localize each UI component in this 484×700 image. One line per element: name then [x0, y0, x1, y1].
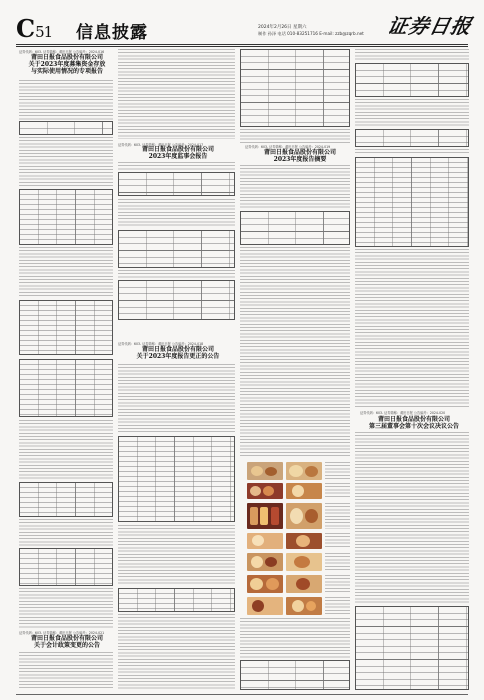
product-photo	[286, 483, 322, 499]
data-table	[19, 548, 113, 586]
body-text	[325, 553, 350, 571]
body-text	[240, 618, 350, 658]
product-photo	[247, 503, 283, 529]
product-photo	[286, 503, 322, 529]
body-text	[325, 503, 350, 529]
notice-code: 证券代码：603- 证券简称：莆田日报 公告编号：2024-016	[19, 50, 105, 54]
product-photo	[247, 533, 283, 549]
body-text	[355, 49, 469, 61]
body-text	[355, 249, 469, 409]
body-text	[355, 99, 469, 127]
page-code	[16, 14, 52, 43]
masthead	[0, 0, 484, 46]
body-text	[325, 483, 350, 499]
body-text	[325, 533, 350, 549]
body-text	[325, 575, 350, 593]
body-text	[118, 270, 235, 278]
notice-title: 莆田日报食品股份有限公司 关于会计政策变更的公告	[30, 635, 103, 650]
product-photo	[286, 462, 322, 480]
data-table	[240, 211, 350, 245]
notice-code: 证券代码：603- 证券简称：莆田日报 公告编号：2024-020	[360, 411, 446, 415]
data-table	[19, 189, 113, 245]
newspaper-logo: 证券日报	[385, 14, 475, 38]
body-text	[19, 588, 113, 628]
body-text	[19, 80, 113, 120]
contact-line: 制作 孙泽 电话 010-83251716 E-mail: zzb@zqrb.net	[258, 31, 364, 36]
body-text	[118, 614, 235, 690]
product-photo	[247, 553, 283, 571]
product-photo	[247, 597, 283, 615]
data-table	[19, 482, 113, 517]
page-number: 51	[35, 23, 53, 41]
body-text	[240, 129, 350, 143]
body-text	[240, 247, 350, 457]
notice-title: 莆田日报食品股份有限公司 2023年度报告摘要	[263, 149, 336, 164]
body-text	[118, 364, 235, 434]
data-table	[19, 121, 113, 135]
body-text	[19, 247, 113, 297]
product-photo	[247, 462, 283, 480]
body-text	[19, 420, 113, 480]
body-text	[355, 432, 469, 604]
data-table	[118, 172, 235, 196]
section-title: 信息披露	[76, 23, 148, 43]
notice-code: 证券代码：603- 证券简称：莆田日报 公告编号：2024-018	[118, 342, 204, 346]
body-text	[118, 199, 235, 227]
data-table	[355, 157, 469, 247]
product-photo	[247, 575, 283, 593]
header-rule-thin	[16, 46, 468, 47]
notice-code: 证券代码：603- 证券简称：莆田日报 公告编号：2024-021	[19, 631, 105, 635]
data-table	[118, 436, 235, 522]
data-table	[19, 359, 113, 417]
data-table	[118, 230, 235, 268]
issue-date: 2024年2月26日 星期六	[258, 25, 307, 30]
body-text	[240, 165, 350, 209]
body-text	[19, 519, 113, 546]
data-table	[19, 300, 113, 355]
body-text	[19, 137, 113, 187]
body-text	[325, 597, 350, 615]
data-table	[118, 588, 235, 612]
product-photo	[247, 483, 283, 499]
data-table	[355, 129, 469, 147]
notice-code: 证券代码：603- 证券简称：莆田日报 公告编号：2024-017	[118, 143, 204, 147]
body-text	[355, 149, 469, 155]
notice-title: 莆田日报食品股份有限公司 第三届董事会第十次会议决议公告	[368, 416, 459, 431]
header-rule	[16, 44, 468, 45]
product-photo	[286, 575, 322, 593]
notice-title: 莆田日报食品股份有限公司 关于2023年度报告更正的公告	[136, 346, 220, 361]
page-letter: C	[16, 14, 35, 43]
notice-title: 莆田日报食品股份有限公司 关于2023年度募集资金存放 与实际使用情况的专项报告	[28, 54, 106, 76]
data-table	[240, 660, 350, 690]
product-photo	[286, 597, 322, 615]
data-table	[355, 606, 469, 690]
body-text	[325, 462, 350, 480]
body-text	[118, 525, 235, 585]
notice-title: 莆田日报食品股份有限公司 2023年度监事会报告	[141, 146, 214, 161]
product-photo	[286, 533, 322, 549]
body-text	[19, 652, 113, 690]
data-table	[355, 63, 469, 97]
data-table	[240, 49, 350, 127]
data-table	[118, 280, 235, 320]
footer-rule	[16, 694, 468, 695]
product-photo	[286, 553, 322, 571]
body-text	[118, 49, 235, 139]
body-text	[118, 162, 235, 170]
notice-code: 证券代码：603- 证券简称：莆田日报 公告编号：2024-019	[245, 145, 331, 149]
